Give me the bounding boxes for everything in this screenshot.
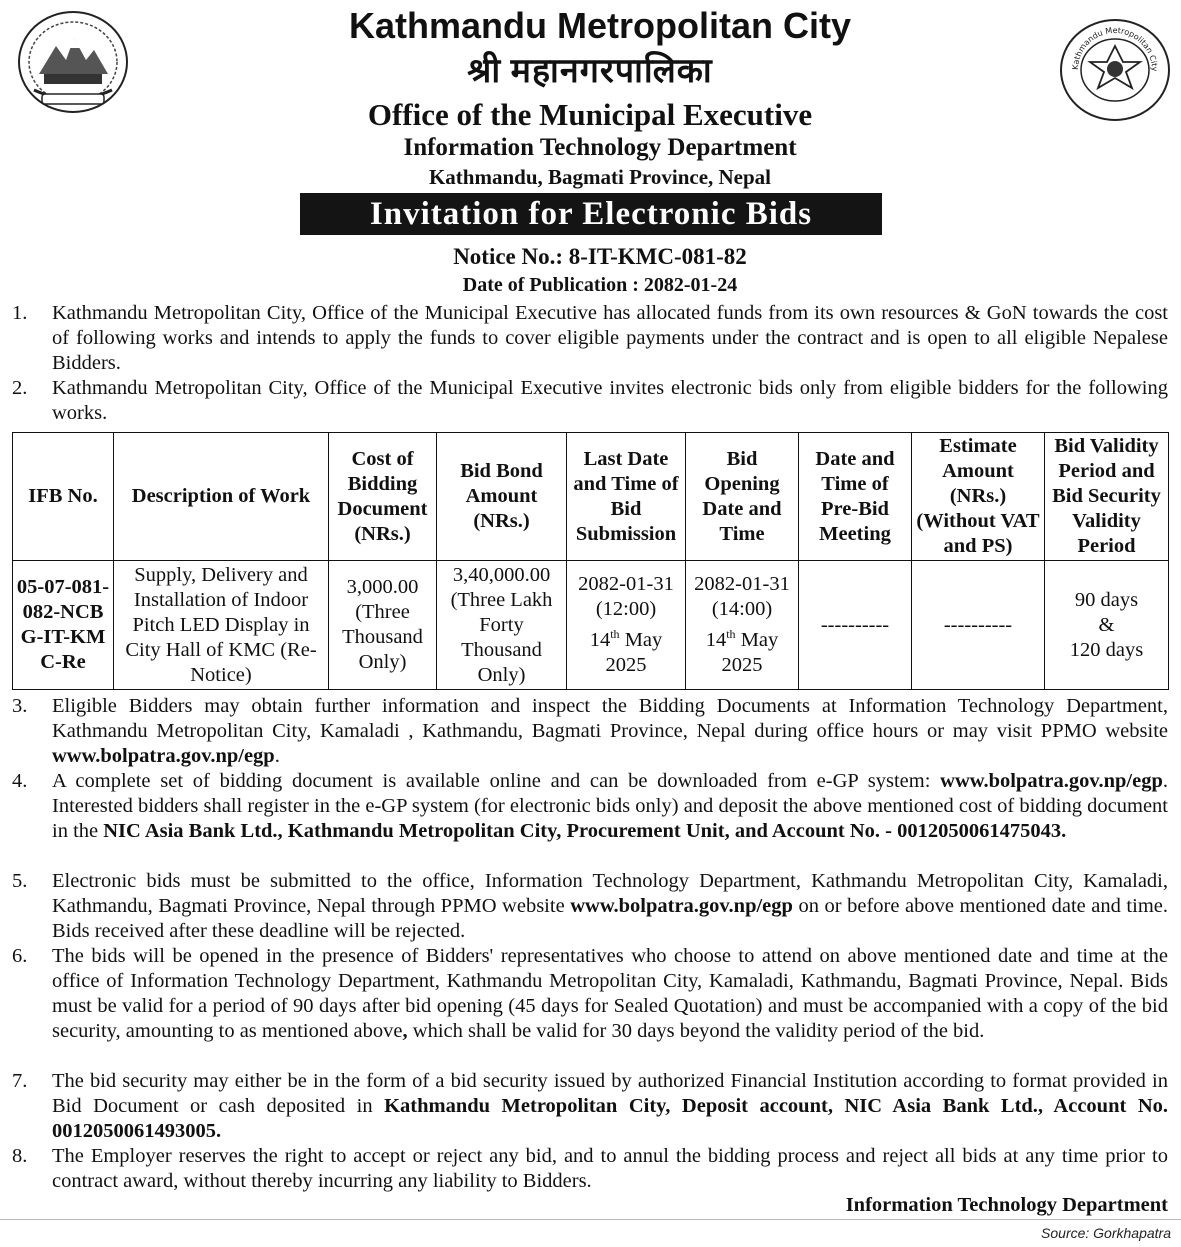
column-header: Cost of Bidding Document (NRs.) [329, 433, 437, 561]
divider [0, 1219, 1181, 1220]
clause-text: Electronic bids must be submitted to the office, Information Technology Department, Kathmandu Metropolitan City, Kamaladi, Kathmandu, Bagmati Province, Nepal through PPMO website www.bolpatra.gov.np/egp on or before above mentioned date and time. Bids received after these deadline will be rejected. [52, 870, 1168, 942]
bank-account: NIC Asia Bank Ltd., Kathmandu Metropolitan City, Procurement Unit, and Account No. - 0012050061475043. [103, 820, 1067, 842]
table-header-row [13, 433, 1169, 561]
year: 2025 [605, 653, 647, 676]
month: May [740, 628, 779, 651]
clause-1 [12, 301, 1168, 376]
address-line: Kathmandu, Bagmati Province, Nepal [428, 165, 772, 189]
office-heading: Office of the Municipal Executive [367, 97, 813, 132]
clause-number: 5. [12, 870, 28, 892]
clause-number: 3. [12, 695, 28, 717]
column-header: Estimate Amount (NRs.) (Without VAT and PS) [912, 433, 1045, 561]
submission-date: 2082-01-31 [578, 573, 674, 596]
work-description: Supply, Delivery and Installation of Indoor Pitch LED Display in City Hall of KMC (Re-Notice) [114, 561, 329, 690]
notice-number: Notice No.: 8-IT-KMC-081-82 [453, 244, 747, 269]
clause-text: Kathmandu Metropolitan City, Office of the Municipal Executive has allocated funds from its own resources & GoN towards the cost of following works and intends to apply the funds to cover eligible payments under the contract and is open to all eligible Nepalese Bidders. [52, 302, 1168, 374]
clause-5 [12, 869, 1168, 944]
clause-number: 4. [12, 770, 28, 792]
bond-amount: 3,40,000.00 [452, 563, 551, 586]
website-link[interactable]: www.bolpatra.gov.np/egp [570, 895, 793, 917]
day: 14 [705, 628, 727, 651]
nepal-emblem-icon [14, 8, 132, 120]
kmc-seal-icon [1058, 18, 1172, 122]
opening-datetime [686, 561, 799, 690]
signature-department: Information Technology Department [845, 1194, 1168, 1216]
website-link[interactable]: www.bolpatra.gov.np/egp [52, 745, 275, 767]
opening-date: 2082-01-31 [694, 573, 790, 596]
submission-time: (12:00) [595, 598, 657, 621]
column-header: Date and Time of Pre-Bid Meeting [799, 433, 912, 561]
department-heading: Information Technology Department [403, 134, 797, 161]
cost-amount: 3,000.00 [346, 576, 419, 598]
clause-8 [12, 1144, 1168, 1194]
column-header: Bid Opening Date and Time [686, 433, 799, 561]
column-header: IFB No. [13, 433, 114, 561]
column-header: Description of Work [114, 433, 329, 561]
clause-number: 1. [12, 302, 28, 324]
submission-ad-date [569, 622, 683, 653]
website-link[interactable]: www.bolpatra.gov.np/egp [940, 770, 1163, 792]
submission-deadline [567, 561, 686, 690]
clause-6 [12, 944, 1168, 1044]
clause-text: Kathmandu Metropolitan City, Office of the Municipal Executive invites electronic bids only from eligible bidders for the following works. [52, 377, 1168, 424]
clause-number: 7. [12, 1070, 28, 1092]
prebid-meeting: ---------- [799, 561, 912, 690]
security-validity: 120 days [1069, 638, 1144, 661]
column-header: Bid Bond Amount (NRs.) [437, 433, 567, 561]
ordinal: th [610, 627, 620, 642]
clause-text: Eligible Bidders may obtain further information and inspect the Bidding Documents at Information Technology Department, Kathmandu Metropolitan City, Kamaladi , Kathmandu, Bagmati Province, Nepal during office hours or may visit PPMO website www.bolpatra.gov.np/egp. [52, 695, 1168, 767]
document-cost [329, 561, 437, 690]
column-header: Last Date and Time of Bid Submission [567, 433, 686, 561]
bid-bond [437, 561, 567, 690]
clause-2 [12, 376, 1168, 426]
nepali-title: श्री महानगरपालिका [467, 53, 713, 90]
deposit-account: Kathmandu Metropolitan City, Deposit account, NIC Asia Bank Ltd., Account No. 0012050061493005. [52, 1095, 1168, 1142]
clause-number: 2. [12, 377, 28, 399]
clause-7 [12, 1069, 1168, 1144]
clause-text: A complete set of bidding document is available online and can be downloaded from e-GP system: www.bolpatra.gov.np/egp. Interested bidders shall register in the e-GP system (for electronic bids only) and deposit the above mentioned cost of bidding document in the NIC Asia Bank Ltd., Kathmandu Metropolitan City, Procurement Unit, and Account No. - 0012050061475043. [52, 770, 1168, 842]
month: May [624, 628, 663, 651]
source-credit: Source: Gorkhapatra [1041, 1225, 1171, 1241]
clause-3 [12, 694, 1168, 769]
bid-validity: 90 days [1074, 588, 1139, 611]
clause-text: The Employer reserves the right to accept or reject any bid, and to annul the bidding process and reject all bids at any time prior to contract award, without thereby incurring any liability to Bidders. [52, 1145, 1168, 1192]
page-title: Kathmandu Metropolitan City [349, 5, 851, 46]
day: 14 [589, 628, 611, 651]
clause-4 [12, 769, 1168, 844]
clause-text: The bids will be opened in the presence of Bidders' representatives who choose to attend on above mentioned date and time at the office of Information Technology Department, Kathmandu Metropolitan City, Kamaladi, Kathmandu, Bagmati Province, Nepal. Bids must be valid for a period of 90 days after bid opening (45 days for Sealed Quotation) and must be accompanied with a copy of the bid security, amounting to as mentioned above, which shall be valid for 30 days beyond the validity period of the bid. [52, 945, 1168, 1042]
publication-date: Date of Publication : 2082-01-24 [462, 274, 738, 296]
estimate-amount: ---------- [912, 561, 1045, 690]
ifb-number: 05-07-081-082-NCBG-IT-KMC-Re [13, 561, 114, 690]
validity-period [1045, 561, 1169, 690]
seal-arc-text: Kathmandu Metropolitan City [1070, 25, 1160, 72]
bond-words: (Three Lakh Forty Thousand Only) [450, 588, 553, 686]
table-row [13, 561, 1169, 690]
bid-table [12, 432, 1169, 690]
invitation-banner: Invitation for Electronic Bids [300, 193, 882, 235]
ordinal: th [726, 627, 736, 642]
column-header: Bid Validity Period and Bid Security Validity Period [1045, 433, 1169, 561]
cost-words: (Three Thousand Only) [342, 601, 423, 673]
year: 2025 [721, 653, 763, 676]
clause-text: The bid security may either be in the form of a bid security issued by authorized Financial Institution according to format provided in Bid Document or cash deposited in Kathmandu Metropolitan City, Deposit account, NIC Asia Bank Ltd., Account No. 0012050061493005. [52, 1070, 1168, 1142]
ampersand: & [1098, 613, 1115, 636]
opening-time: (14:00) [711, 598, 773, 621]
clause-number: 6. [12, 945, 28, 967]
opening-ad-date [688, 622, 796, 653]
clause-number: 8. [12, 1145, 28, 1167]
